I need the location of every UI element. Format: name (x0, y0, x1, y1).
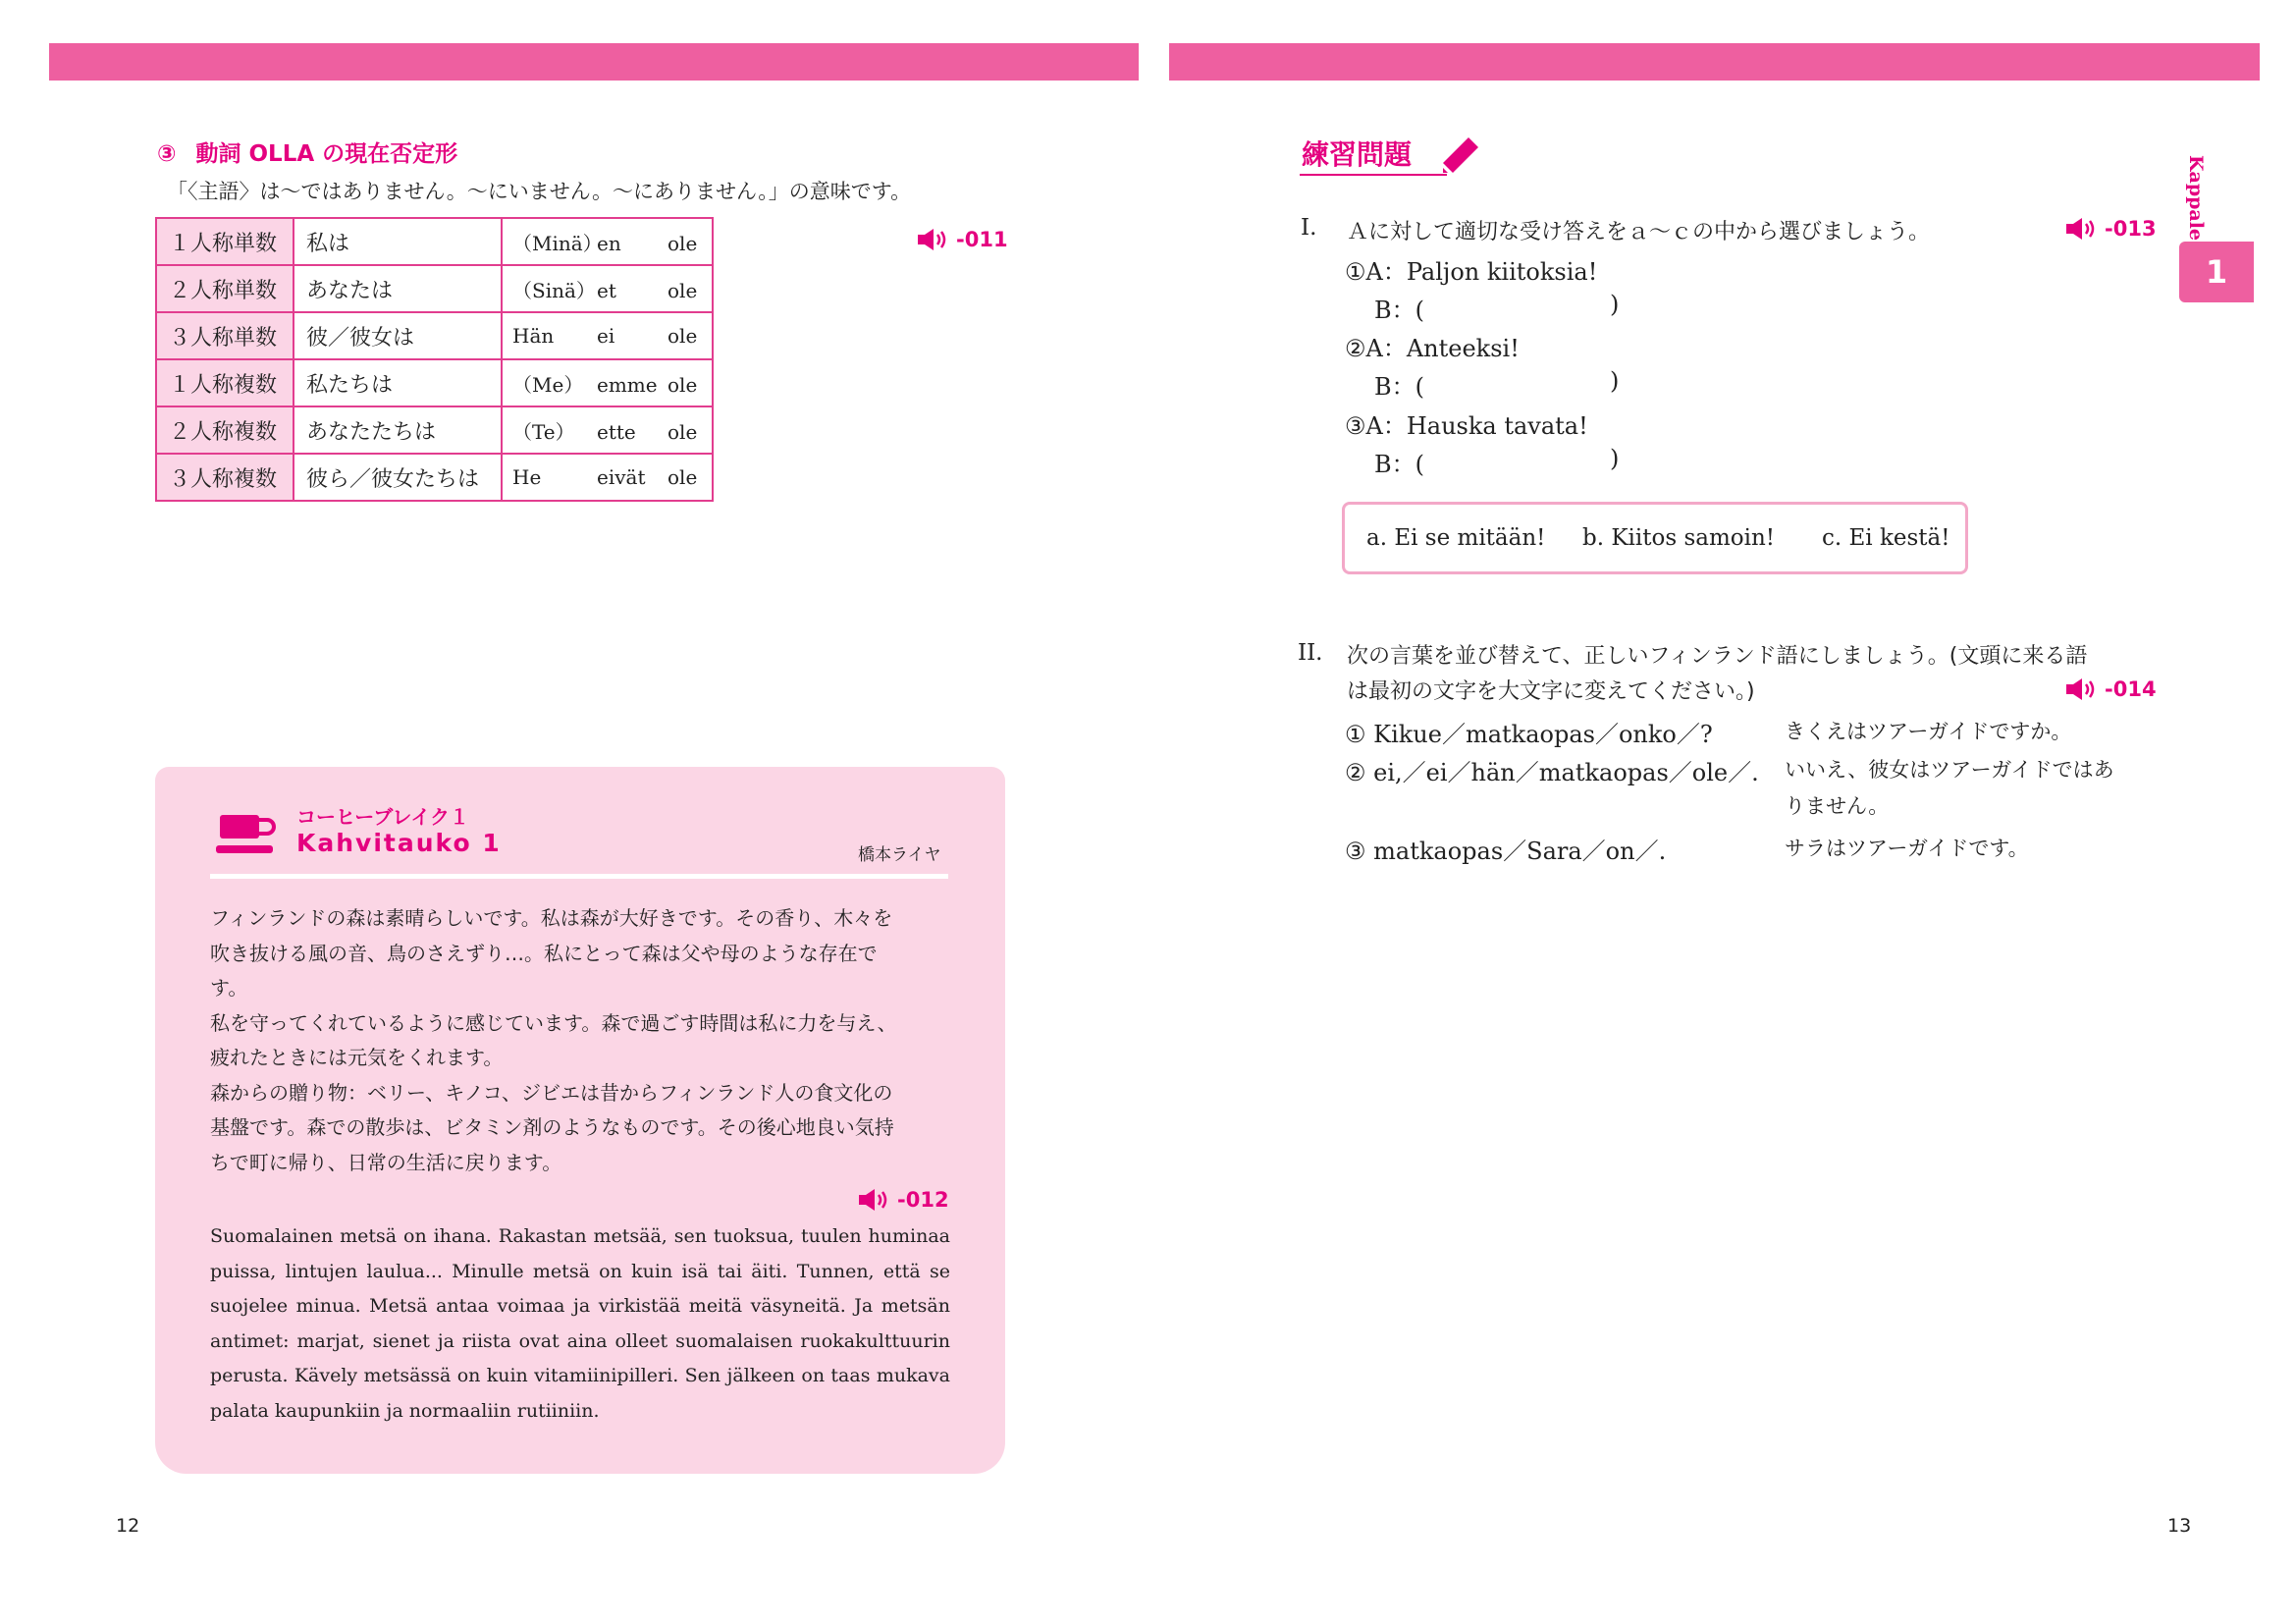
audio-label: -012 (897, 1188, 949, 1212)
pronoun: （Sinä） (512, 278, 596, 302)
exercise-2-item-2 (1345, 753, 1759, 787)
exercise-2-instruction-2: は最初の文字を大文字に変えてください。) (1347, 679, 1755, 704)
a-line: A：Anteeksi! (1365, 335, 1520, 362)
exercise-2-item-2-translation-cont: りません。 (1785, 794, 1890, 818)
audio-track-012[interactable] (858, 1188, 949, 1212)
exercise-1-item-3-a (1345, 406, 1588, 441)
fi-cell (502, 218, 713, 265)
verb: eivät (597, 465, 646, 489)
jp-cell: 彼／彼女は (294, 312, 502, 359)
chapter-tab: 1 (2179, 242, 2254, 302)
coffee-title-jp: コーヒーブレイク１ (296, 805, 469, 829)
audio-label: -014 (2105, 677, 2157, 701)
person-cell: ２人称複数 (156, 406, 294, 454)
item-number: ③ (1345, 412, 1366, 440)
table-row (156, 218, 713, 265)
page-number-left: 12 (116, 1515, 140, 1537)
a-line: A：Paljon kiitoksia! (1365, 258, 1598, 286)
jp-cell: 私は (294, 218, 502, 265)
section-heading (157, 135, 457, 168)
audio-label: -011 (956, 228, 1008, 251)
coffee-author: 橋本ライヤ (858, 845, 941, 865)
exercise-2-item-1-translation: きくえはツアーガイドですか。 (1785, 720, 2072, 743)
pronoun: Hän (512, 324, 555, 348)
exercise-2-number: II. (1298, 640, 1323, 666)
exercise-1-item-2-a (1345, 329, 1520, 363)
table-row (156, 359, 713, 406)
pronoun: （Te） (512, 419, 575, 444)
exercise-title: 練習問題 (1302, 138, 1413, 171)
left-header-bar (49, 43, 1139, 81)
speaker-icon (917, 228, 952, 251)
fi-cell (502, 359, 713, 406)
verb: et (597, 278, 616, 302)
fi-cell (502, 454, 713, 501)
jp-line: 吹き抜ける風の音、鳥のさえずり…。私にとって森は父や母のような存在で (210, 941, 878, 965)
fi-cell (502, 406, 713, 454)
verb: ette (597, 419, 636, 444)
person-cell: １人称単数 (156, 218, 294, 265)
section-number: ③ (157, 141, 177, 167)
choice-c: c. Ei kestä! (1822, 525, 1950, 551)
answer-choices-box (1342, 502, 1968, 574)
coffee-cup-icon (216, 811, 279, 856)
conjugation-table (155, 217, 714, 502)
ole: ole (667, 231, 698, 255)
speaker-icon (2065, 677, 2101, 701)
item-words: Kikue／matkaopas／onko／? (1373, 721, 1713, 748)
person-cell: ３人称複数 (156, 454, 294, 501)
exercise-title-underline (1300, 174, 1447, 176)
answer-blank-close-1: ) (1610, 291, 1620, 318)
table-row (156, 454, 713, 501)
section-title: 動詞 OLLA の現在否定形 (195, 141, 458, 167)
jp-line: 私を守ってくれているように感じています。森で過ごす時間は私に力を与え、 (210, 1010, 897, 1035)
jp-cell: 私たちは (294, 359, 502, 406)
audio-track-014[interactable] (2065, 677, 2157, 701)
jp-line: 疲れたときには元気をくれます。 (210, 1046, 504, 1069)
verb: en (597, 231, 621, 255)
item-number: ② (1345, 759, 1366, 786)
ole: ole (667, 278, 698, 302)
exercise-2-item-1 (1345, 715, 1713, 749)
jp-cell: 彼ら／彼女たちは (294, 454, 502, 501)
coffee-divider (210, 874, 948, 879)
jp-line: 基盤です。森での散歩は、ビタミン剤のようなものです。その後心地良い気持 (210, 1115, 894, 1139)
ole: ole (667, 372, 698, 397)
item-words: matkaopas／Sara／on／. (1373, 838, 1667, 865)
fi-cell (502, 265, 713, 312)
right-header-bar (1169, 43, 2260, 81)
exercise-1-item-1-a (1345, 252, 1597, 287)
page-number-right: 13 (2167, 1515, 2192, 1537)
jp-cell: あなたは (294, 265, 502, 312)
jp-cell: あなたたちは (294, 406, 502, 454)
pronoun: （Minä） (512, 231, 603, 255)
fi-cell (502, 312, 713, 359)
pronoun: （Me） (512, 372, 584, 397)
ole: ole (667, 419, 698, 444)
jp-line: ちで町に帰り、日常の生活に戻ります。 (210, 1150, 562, 1174)
table-row (156, 265, 713, 312)
table-row (156, 406, 713, 454)
exercise-1-number: I. (1301, 215, 1317, 241)
exercise-2-item-3-translation: サラはツアーガイドです。 (1785, 837, 2029, 860)
kappale-label: Kappale (2185, 155, 2207, 242)
exercise-2-item-3 (1345, 832, 1666, 866)
jp-line: フィンランドの森は素晴らしいです。私は森が大好きです。その香り、木々を (210, 906, 893, 930)
answer-blank-close-3: ) (1610, 445, 1620, 472)
coffee-title-fi: Kahvitauko 1 (296, 829, 502, 857)
verb: emme (597, 372, 658, 397)
person-cell: ３人称単数 (156, 312, 294, 359)
jp-line: す。 (210, 976, 248, 1000)
item-words: ei,／ei／hän／matkaopas／ole／. (1373, 759, 1759, 786)
item-number: ① (1345, 258, 1366, 286)
section-subtitle: 「〈主語〉は～ではありません。～にいません。～にありません。」の意味です。 (167, 180, 912, 203)
verb: ei (597, 324, 615, 348)
speaker-icon (2065, 217, 2101, 241)
item-number: ① (1345, 721, 1366, 748)
audio-track-011[interactable] (917, 228, 1008, 251)
speaker-icon (858, 1188, 893, 1212)
exercise-1-item-2-b: B：( (1374, 373, 1424, 401)
item-number: ③ (1345, 838, 1366, 865)
exercise-2-item-2-translation: いいえ、彼女はツアーガイドではあ (1785, 758, 2114, 782)
audio-label: -013 (2105, 217, 2157, 241)
table-row (156, 312, 713, 359)
coffee-jp-text (210, 901, 956, 1180)
pronoun: He (512, 465, 542, 489)
jp-line: 森からの贈り物：ベリー、キノコ、ジビエは昔からフィンランド人の食文化の (210, 1080, 893, 1105)
ole: ole (667, 465, 698, 489)
exercise-1-item-1-b: B：( (1374, 297, 1424, 324)
person-cell: １人称複数 (156, 359, 294, 406)
audio-track-013[interactable] (2065, 217, 2157, 241)
answer-blank-close-2: ) (1610, 367, 1620, 395)
exercise-2-instruction-1: 次の言葉を並び替えて、正しいフィンランド語にしましょう。(文頭に来る語 (1347, 644, 2088, 669)
pencil-icon (1439, 135, 1480, 177)
ole: ole (667, 324, 698, 348)
choice-a: a. Ei se mitään! (1366, 525, 1546, 551)
a-line: A：Hauska tavata! (1365, 412, 1588, 440)
exercise-1-instruction: Ａに対して適切な受け答えをａ～ｃの中から選びましょう。 (1347, 220, 1931, 244)
exercise-1-item-3-b: B：( (1374, 451, 1424, 478)
choice-b: b. Kiitos samoin! (1582, 525, 1776, 551)
person-cell: ２人称単数 (156, 265, 294, 312)
coffee-fi-text: Suomalainen metsä on ihana. Rakastan metsää, sen tuoksua, tuulen huminaa puissa, lintujen laulua... Minulle metsä on kuin isä tai äiti. Tunnen, että se suojelee minua. Metsä antaa voimaa ja virkistää meitä väsyneitä. Ja metsän antimet: marjat, sienet ja riista ovat aina olleet suomalaisen ruokakulttuurin perusta. Kävely metsässä on kuin vitamiinipilleri. Sen jälkeen on taas mukava palata kaupunkiin ja normaaliin rutiiniin. (210, 1225, 950, 1422)
item-number: ② (1345, 335, 1366, 362)
